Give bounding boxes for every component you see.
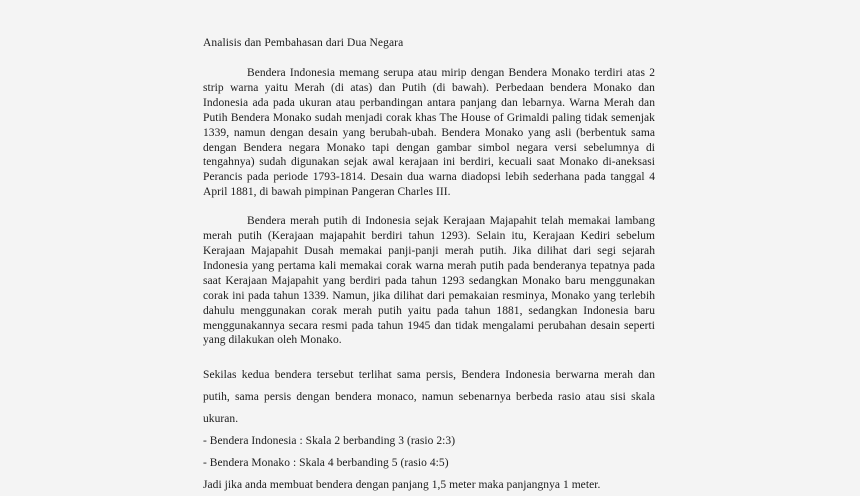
paragraph-indonesia-history: Bendera merah putih di Indonesia sejak Kerajaan Majapahit telah memakai lambang merah putih (Kerajaan majapahit berdiri tahun 1293). Selain itu, Kerajaan Kediri sebelum Kerajaan Majapahit Dusah memakai panji-panji merah putih. Jika dilihat dari segi sejarah Indonesia yang pertama kali memakai corak warna merah putih pada benderanya tepatnya pada saat Kerajaan Majapahit yang berdiri pada tahun 1293 sedangkan Monako baru menggunakan corak ini pada tahun 1339. Namun, jika dilihat dari pemakaian resminya, Monako yang terlebih dahulu menggunakan corak merah putih yaitu pada tahun 1881, sedangkan Indonesia baru menggunakannya secara resmi pada tahun 1945 dan tidak mengalami perubahan desain seperti yang dilakukan oleh Monako.: [203, 215, 655, 347]
list-item-monako-ratio: - Bendera Monako : Skala 4 berbanding 5 (rasio 4:5): [203, 457, 449, 470]
paragraph-comparison-summary: Sekilas kedua bendera tersebut terlihat sama persis, Bendera Indonesia berwarna merah dan putih, sama persis dengan bendera monaco, namun sebenarnya berbeda rasio atau sisi skala ukuran.: [203, 369, 655, 426]
list-item-indonesia-ratio: - Bendera Indonesia : Skala 2 berbanding 3 (rasio 2:3): [203, 435, 456, 448]
page-title: Analisis dan Pembahasan dari Dua Negara: [203, 37, 404, 49]
paragraph-monaco-history: Bendera Indonesia memang serupa atau mirip dengan Bendera Monako terdiri atas 2 strip warna yaitu Merah (di atas) dan Putih (di bawah). Perbedaan bendera Monako dan Indonesia ada pada ukuran atau perbandingan antara panjang dan lebarnya. Warna Merah dan Putih Bendera Monako sudah menjadi corak khas The House of Grimaldi paling tidak semenjak 1339, namun dengan desain yang berubah-ubah. Bendera Monako yang asli (berbentuk sama dengan Bendera negara Monako tapi dengan gambar simbol negara versi sebelumnya di tengahnya) sudah digunakan sejak awal kerajaan ini berdiri, kecuali saat Monako di-aneksasi Perancis pada periode 1793-1814. Desain dua warna diadopsi lebih sederhana pada tanggal 4 April 1881, di bawah pimpinan Pangeran Charles III.: [203, 67, 655, 199]
comparison-block: [203, 364, 655, 496]
paragraph-conclusion: Jadi jika anda membuat bendera dengan panjang 1,5 meter maka panjangnya 1 meter.: [203, 479, 601, 492]
document-body: [203, 36, 655, 496]
